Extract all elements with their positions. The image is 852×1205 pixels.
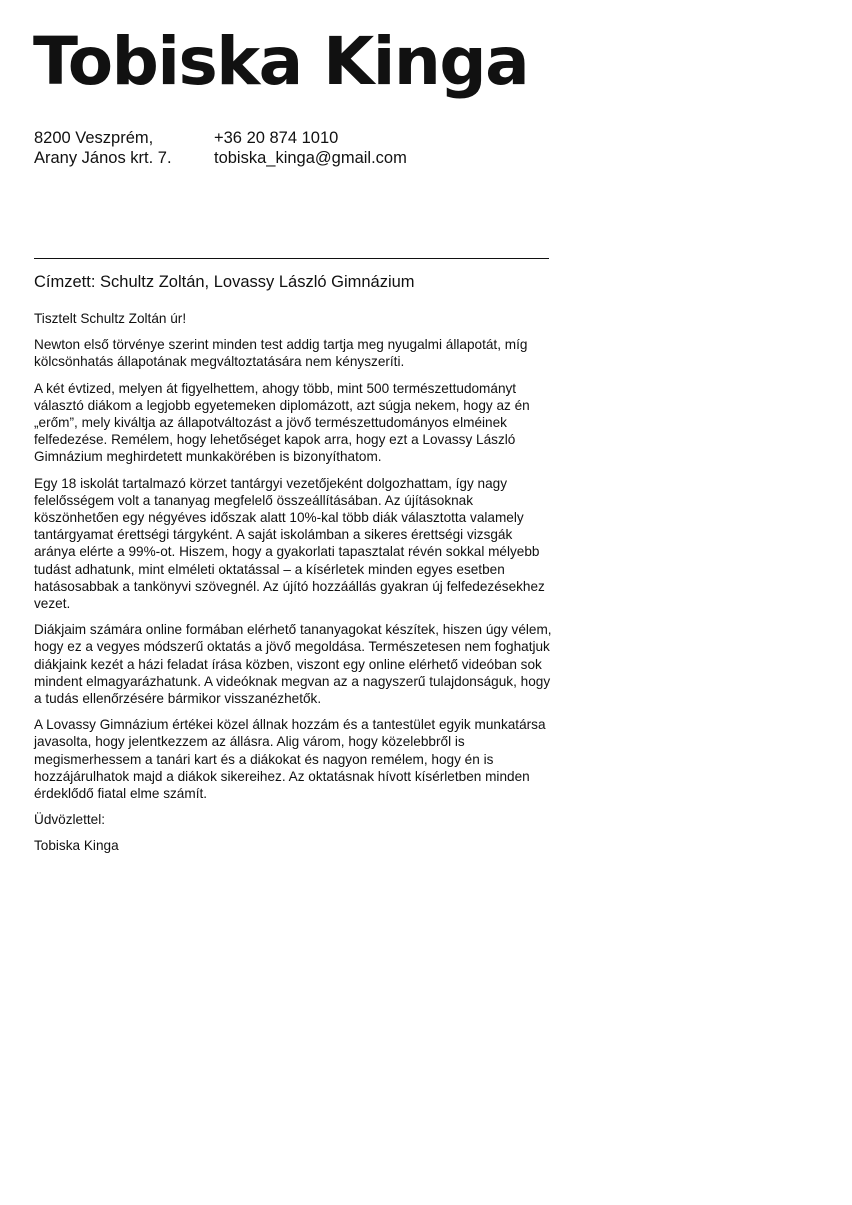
paragraph-experience: A két évtized, melyen át figyelhettem, ahogy több, mint 500 természettudományt választó diákom a legjobb egyetemeken diplomázott, azt súgja nekem, hogy az én „erőm”, mely kiváltja az állapotváltozást a jövő természettudományos elméinek felfedezése. Remélem, hogy lehetőséget kapok arra, hogy ezt a Lovassy László Gimnázium meghirdetett munkakörében is bizonyíthatom. xyxy=(34,380,530,465)
contact-block xyxy=(214,128,407,168)
paragraph-motivation: A Lovassy Gimnázium értékei közel állnak hozzám és a tantestület egyik munkatársa javasolta, hogy jelentkezzem az állásra. Alig várom, hogy közelebbről is megismerhessem a tanári kart és a diákokat és nagyon remélem, hogy én is hozzájárulhatok majd a diákok sikereihez. Az oktatásnak hívott kísérletben minden érdeklődő fiatal elme számít. xyxy=(34,717,546,802)
phone-number: +36 20 874 1010 xyxy=(214,129,339,147)
salutation: Tisztelt Schultz Zoltán úr! xyxy=(34,311,187,326)
address-block xyxy=(34,128,172,168)
address-line-1: 8200 Veszprém, xyxy=(34,129,154,147)
closing: Üdvözlettel: xyxy=(34,812,106,828)
header-divider xyxy=(34,258,549,259)
paragraph-newton: Newton első törvénye szerint minden test addig tartja meg nyugalmi állapotát, míg kölcsönhatás állapotának megváltoztatására nem kényszeríti. xyxy=(34,337,528,370)
signature: Tobiska Kinga xyxy=(34,838,119,854)
email-address: tobiska_kinga@gmail.com xyxy=(214,149,407,167)
paragraph-district-lead: Egy 18 iskolát tartalmazó körzet tantárgyi vezetőjeként dolgozhattam, így nagy felelősségem volt a tananyag megfelelő összeállításában. Az újításoknak köszönhetően egy négyéves időszak alatt 10%-kal több diák választotta valamely tantárgyamat érettségi tárgyként. A saját iskolámban a sikeres érettségi vizsgák aránya elérte a 99%-ot. Hiszem, hogy a gyakorlati tapasztalat révén sokkal mélyebb tudást adhatunk, mint elméleti oktatással – a kísérletek minden egyes esetben hatásosabbak a tankönyvi szövegnél. Az újító hozzáállás gyakran új felfedezésekhez vezet. xyxy=(34,475,545,612)
applicant-name: Tobiska Kinga xyxy=(33,23,529,100)
letter-body xyxy=(34,310,552,864)
address-line-2: Arany János krt. 7. xyxy=(34,149,172,167)
paragraph-online-materials: Diákjaim számára online formában elérhető tananyagokat készítek, hiszen úgy vélem, hogy ez a vegyes módszerű oktatás a jövő megoldása. Természetesen nem foghatjuk diákjaink kezét a házi feladat írása közben, viszont egy online elérhető videóban sok mindent elmagyarázhatunk. A videóknak megvan az a nagyszerű tulajdonságuk, hogy a tudás ellenőrzésére bármikor visszanézhetők. xyxy=(34,622,552,707)
recipient-line: Címzett: Schultz Zoltán, Lovassy László Gimnázium xyxy=(34,273,415,291)
